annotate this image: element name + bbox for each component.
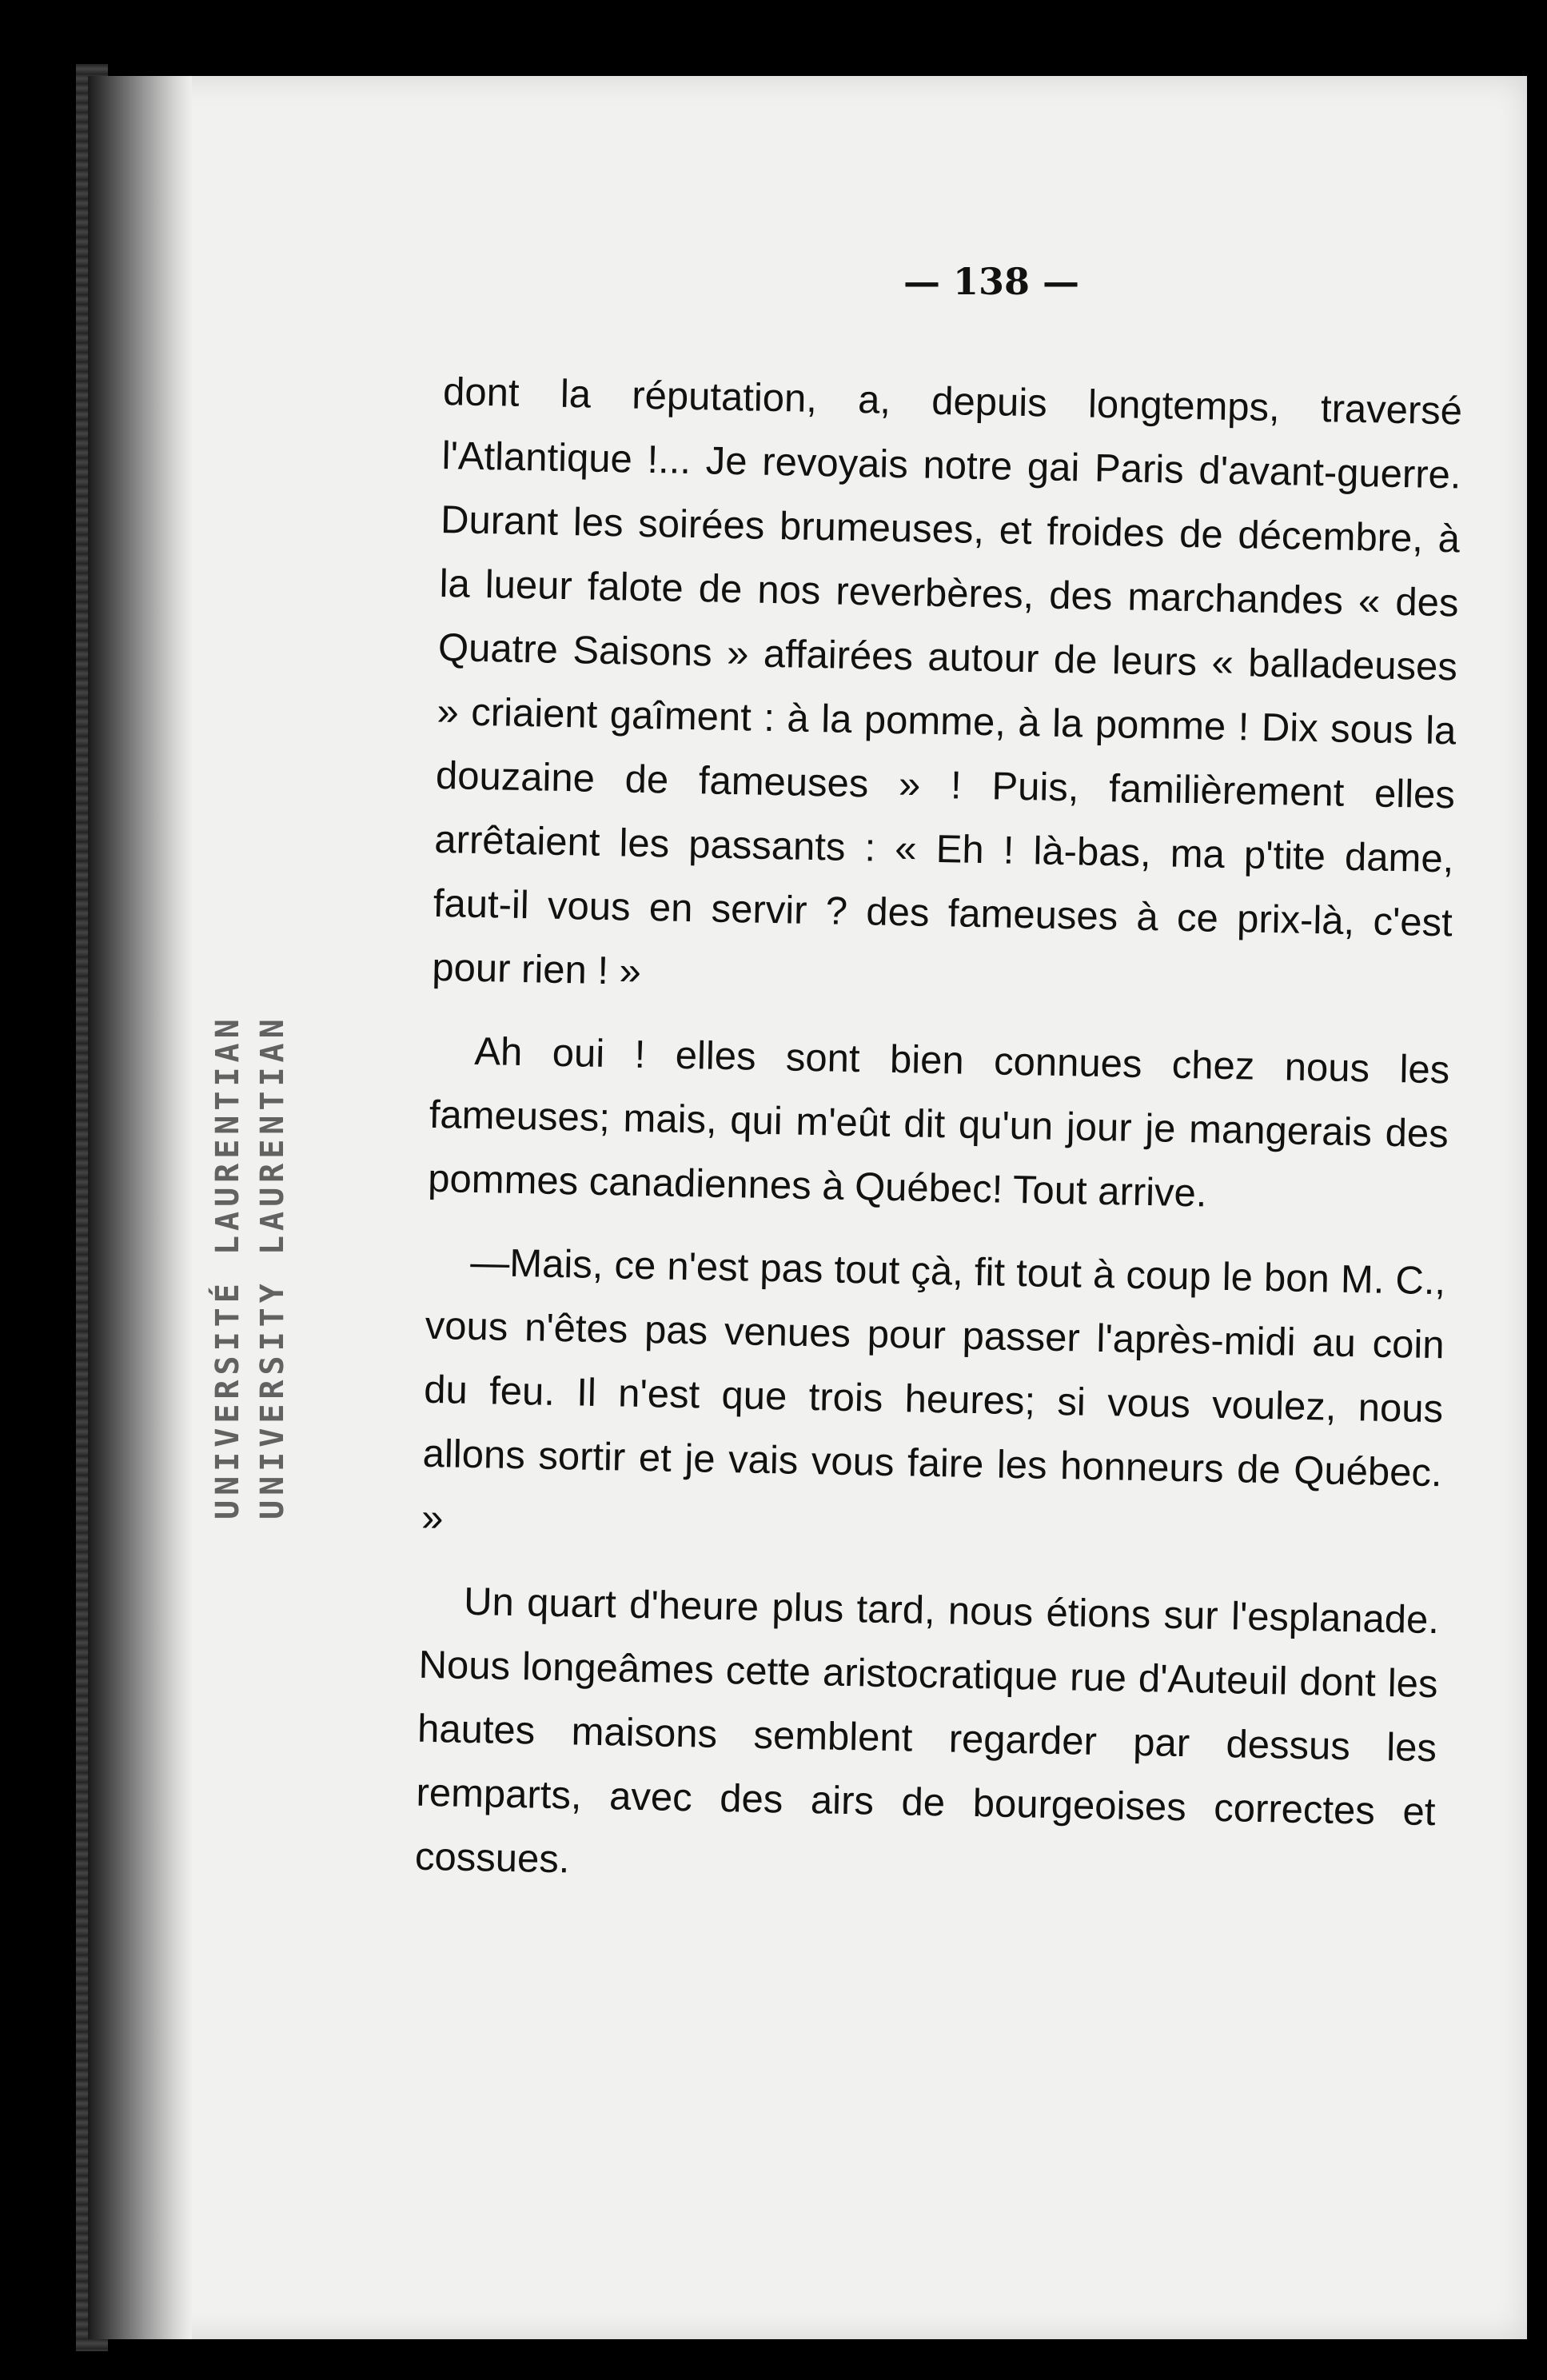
paragraph-1: dont la réputation, a, depuis longtemps, traversé l'Atlantique !... Je revoyais notre gai Paris d'avant-guerre. Durant les soirées brumeuses, et froides de décembre, à la lueur falote de nos reverbères, des marchandes « des Quatre Saisons » affairées autour de leurs « balladeuses » criaient gaîment : à la pomme, à la pomme ! Dix sous la douzaine de fameuses » ! Puis, familièrement elles arrêtaient les passants : « Eh ! là-bas, ma p'tite dame, faut-il vous en servir ? des fameuses à ce prix-là, c'est pour rien ! »	[431, 369, 1463, 993]
stamp-line-1: UNIVERSITÉ LAURENTIAN	[209, 1014, 246, 1519]
page-number: — 138 —	[903, 260, 1080, 303]
page-body-text	[414, 360, 1463, 1927]
paragraph-4: Un quart d'heure plus tard, nous étions sur l'esplanade. Nous longeâmes cette aristocratique rue d'Auteuil dont les hautes maisons semblent regarder par dessus les remparts, avec des airs de bourgeoises correctes et cossues.	[414, 1579, 1440, 1882]
library-stamp	[206, 960, 294, 1519]
book-binding-shadow	[88, 76, 192, 2339]
stamp-line-2: UNIVERSITY LAURENTIAN	[254, 1014, 291, 1519]
paragraph-2: Ah oui ! elles sont bien connues chez nous les fameuses; mais, qui m'eût dit qu'un jour je mangerais des pommes canadiennes à Québec! Tout arrive.	[427, 1029, 1450, 1216]
paragraph-3: —Mais, ce n'est pas tout çà, fit tout à coup le bon M. C., vous n'êtes pas venues pour passer l'après-midi au coin du feu. Il n'est que trois heures; si vous voulez, nous allons sortir et je vais vous faire les honneurs de Québec. »	[421, 1240, 1446, 1540]
